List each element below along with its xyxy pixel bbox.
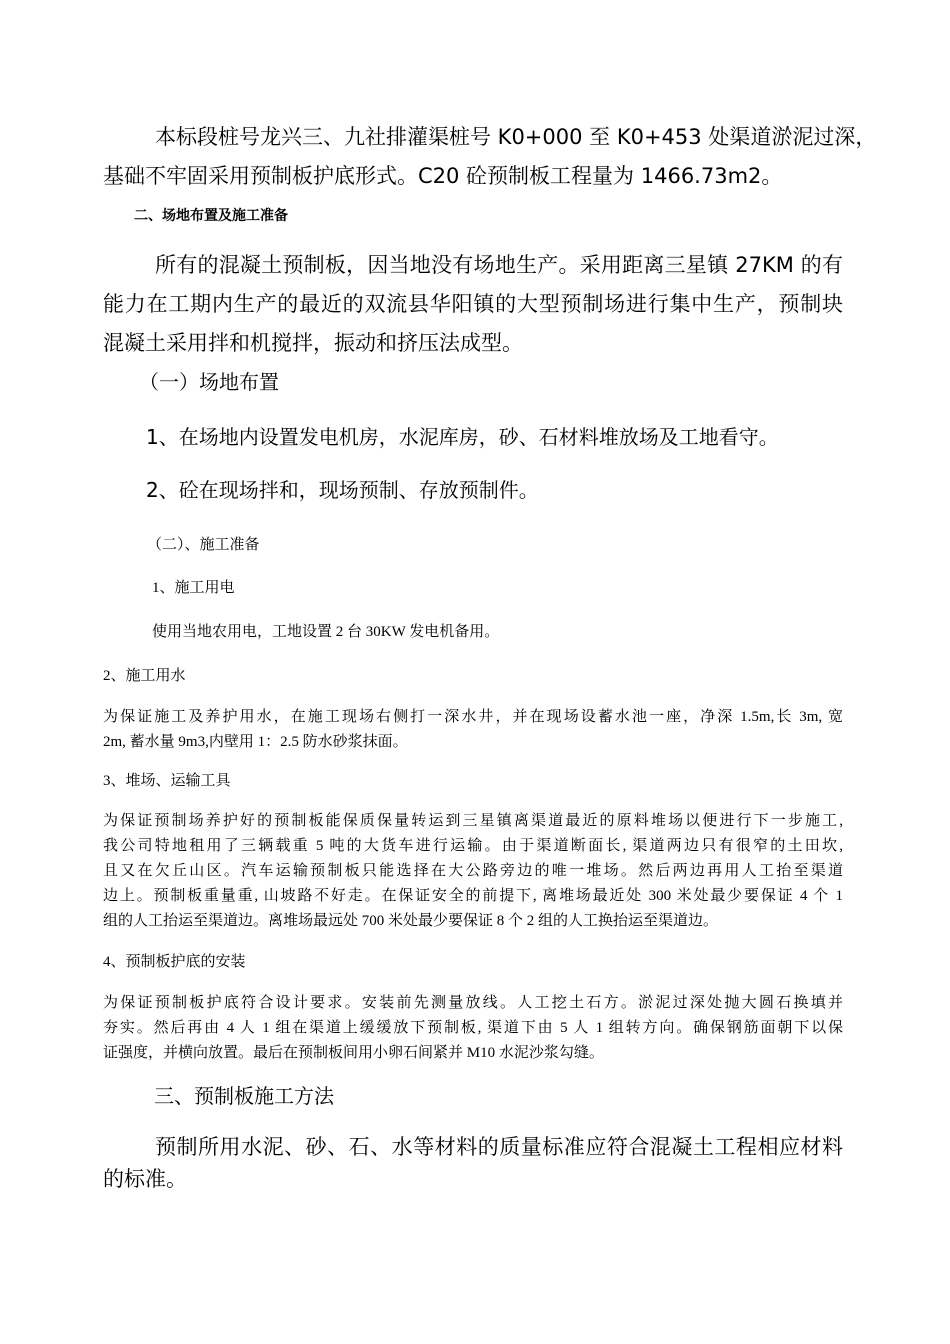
- prep-installation-text: [103, 991, 843, 1062]
- method-paragraph: [103, 1131, 843, 1193]
- prep-item-electricity: 1、施工用电: [152, 580, 235, 596]
- prep-electricity-text: 使用当地农用电，工地设置 2 台 30KW 发电机备用。: [152, 624, 500, 640]
- intro-paragraph: [103, 121, 877, 190]
- method-line-1: 预制所用水泥、砂、石、水等材料的质量标准应符合混凝土工程相应材料: [155, 1135, 843, 1159]
- install-line-1: 为保证预制板护底符合设计要求。安装前先测量放线。人工挖土石方。淤泥过深处抛大圆石换填并: [103, 995, 843, 1011]
- install-line-2: 夯实。然后再由 4 人 1 组在渠道上缓缓放下预制板, 渠道下由 5 人 1 组转方向。确保钢筋面朝下以保: [103, 1020, 843, 1036]
- layout-item-1: 1、在场地内设置发电机房，水泥库房，砂、石材料堆放场及工地看守。: [146, 425, 779, 449]
- site-line-1: 所有的混凝土预制板，因当地没有场地生产。采用距离三星镇 27KM 的有: [155, 253, 843, 277]
- site-paragraph: [103, 249, 843, 357]
- transport-line-5: 组的人工抬运至渠道边。离堆场最远处 700 米处最少要保证 8 个 2 组的人工换抬运至渠道边。: [103, 913, 719, 929]
- site-line-2: 能力在工期内生产的最近的双流县华阳镇的大型预制场进行集中生产，预制块: [103, 292, 843, 316]
- method-line-2: 的标准。: [103, 1167, 187, 1191]
- prep-transport-text: [103, 809, 843, 930]
- layout-item-2: 2、砼在现场拌和，现场预制、存放预制件。: [146, 478, 539, 502]
- prep-item-water: 2、施工用水: [103, 668, 186, 684]
- transport-line-4: 边上。预制板重量重, 山坡路不好走。在保证安全的前提下, 离堆场最近处 300 米处最少要保证 4 个 1: [103, 888, 843, 904]
- prep-water-text: [103, 705, 843, 751]
- subheading-site-layout: （一）场地布置: [139, 370, 279, 394]
- transport-line-2: 我公司特地租用了三辆载重 5 吨的大货车进行运输。由于渠道断面长, 渠道两边只有很窄的土田坎,: [103, 838, 843, 854]
- transport-line-3: 且又在欠丘山区。汽车运输预制板只能选择在大公路旁边的唯一堆场。然后两边再用人工抬至渠道: [103, 863, 843, 879]
- subheading-preparation: （二）、施工准备: [147, 537, 260, 553]
- intro-line-2: 基础不牢固采用预制板护底形式。C20 砼预制板工程量为 1466.73m2。: [103, 164, 783, 188]
- site-line-3: 混凝土采用拌和机搅拌，振动和挤压法成型。: [103, 331, 523, 355]
- section-heading-2: 二、场地布置及施工准备: [134, 208, 288, 224]
- section-heading-3: 三、预制板施工方法: [154, 1084, 334, 1108]
- prep-item-transport: 3、堆场、运输工具: [103, 773, 231, 789]
- prep-item-installation: 4、预制板护底的安装: [103, 954, 246, 970]
- water-line-2: 2m, 蓄水量 9m3,内壁用 1：2.5 防水砂浆抹面。: [103, 734, 408, 750]
- water-line-1: 为保证施工及养护用水，在施工现场右侧打一深水井，并在现场设蓄水池一座，净深 1.5m,长 3m, 宽: [103, 709, 843, 725]
- install-line-3: 证强度，并横向放置。最后在预制板间用小卵石间紧并 M10 水泥沙浆勾缝。: [103, 1045, 604, 1061]
- intro-line-1: 本标段桩号龙兴三、九社排灌渠桩号 K0+000 至 K0+453 处渠道淤泥过深，: [155, 125, 877, 149]
- transport-line-1: 为保证预制场养护好的预制板能保质保量转运到三星镇离渠道最近的原料堆场以便进行下一步施工,: [103, 813, 843, 829]
